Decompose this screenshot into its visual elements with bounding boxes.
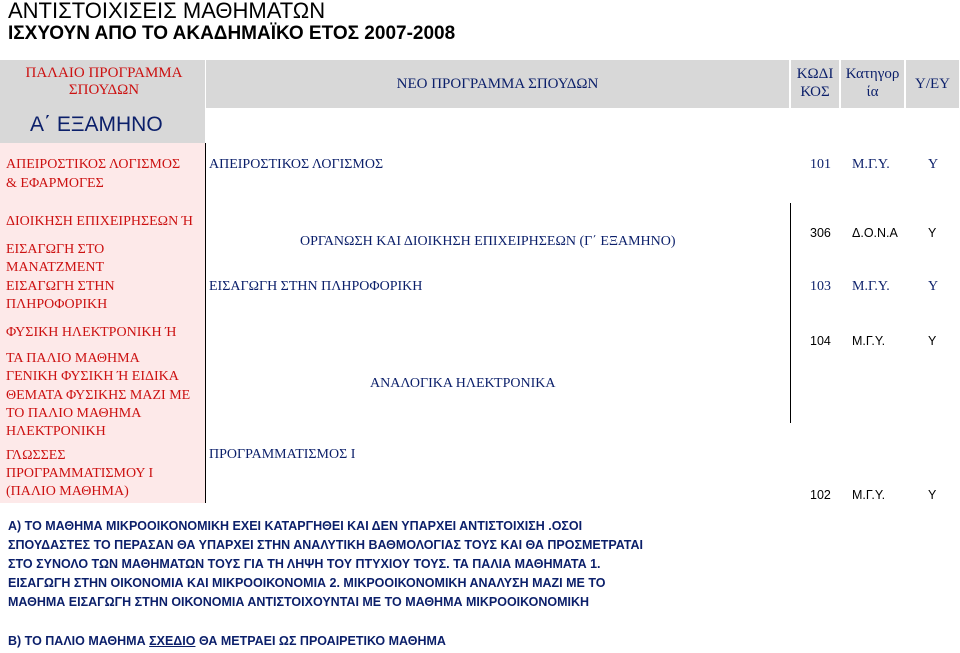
ye-label: Υ/ΕΥ [915,76,950,92]
course-ye: Υ [928,157,939,172]
code-label: ΚΩΔΙ [796,66,834,82]
old-course-line: ΜΑΝΑΤΖΜΕΝΤ [6,260,105,275]
note-a-line: ΜΑΘΗΜΑ ΕΙΣΑΓΩΓΗ ΣΤΗΝ ΟΙΚΟΝΟΜΙΑ ΑΝΤΙΣΤΟΙΧΟΥΝΤΑΙ ΜΕ ΤΟ ΜΑΘΗΜΑ ΜΙΚΡΟΟΙΚΟΝΟΜΙΚΗ [8,595,590,609]
old-course-line: ΓΕΝΙΚΗ ΦΥΣΙΚΗ Ή ΕΙΔΙΚΑ [6,369,179,384]
course-category: Μ.Γ.Υ. [852,488,886,502]
note-b-text: Β) ΤΟ ΠΑΛΙΟ ΜΑΘΗΜΑ [8,634,150,648]
course-ye: Υ [928,334,937,348]
old-course-line: ΘΕΜΑΤΑ ΦΥΣΙΚΗΣ ΜΑΖΙ ΜΕ [6,388,191,403]
new-course-name: ΕΙΣΑΓΩΓΗ ΣΤΗΝ ΠΛΗΡΟΦΟΡΙΚΗ [209,279,423,294]
old-course-line: ΤΟ ΠΑΛΙΟ ΜΑΘΗΜΑ [6,406,142,421]
course-code: 102 [810,488,831,502]
column-divider [790,203,791,423]
note-a-line: ΣΠΟΥΔΑΣΤΕΣ ΤΟ ΠΕΡΑΣΑΝ ΘΑ ΥΠΑΡΧΕΙ ΣΤΗΝ ΑΝΑΛΥΤΙΚΗ ΒΑΘΜΟΛΟΓΙΑΣ ΤΟΥΣ ΚΑΙ ΘΑ ΠΡΟΣΜΕΤΡΑΤΑΙ [8,538,643,552]
note-b-underlined: ΣΧΕΔΙΟ [149,634,196,648]
course-code: 101 [810,157,831,172]
old-program-label: ΣΠΟΥΔΩΝ [68,82,140,98]
course-code: 103 [810,279,831,294]
old-course-line: ΕΙΣΑΓΩΓΗ ΣΤΟ [6,242,105,257]
notes-section [8,517,958,612]
old-course-line: ΠΡΟΓΡΑΜΜΑΤΙΣΜΟΥ Ι [6,466,154,481]
course-ye: Υ [928,279,939,294]
new-course-name: ΑΠΕΙΡΟΣΤΙΚΟΣ ΛΟΓΙΣΜΟΣ [209,157,384,172]
page-title: ΑΝΤΙΣΤΟΙΧΙΣΕΙΣ ΜΑΘΗΜΑΤΩΝ [8,0,326,23]
old-course-line: & ΕΦΑΡΜΟΓΕΣ [6,176,104,191]
old-course-line: ΤΑ ΠΑΛΙΟ ΜΑΘΗΜΑ [6,351,140,366]
old-course-line: ΠΛΗΡΟΦΟΡΙΚΗ [6,297,108,312]
old-course-line: (ΠΑΛΙΟ ΜΑΘΗΜΑ) [6,484,129,499]
note-b-text: ΘΑ ΜΕΤΡΑΕΙ ΩΣ ΠΡΟΑΙΡΕΤΙΚΟ ΜΑΘΗΜΑ [195,634,446,648]
old-course-line: ΕΙΣΑΓΩΓΗ ΣΤΗΝ [6,279,115,294]
new-program-label: ΝΕΟ ΠΡΟΓΡΑΜΜΑ ΣΠΟΥΔΩΝ [396,76,599,92]
course-code: 104 [810,334,831,348]
course-category: Μ.Γ.Υ. [852,157,890,172]
old-course-line: ΦΥΣΙΚΗ ΗΛΕΚΤΡΟΝΙΚΗ Ή [6,325,177,340]
note-a-line: ΕΙΣΑΓΩΓΗ ΣΤΗΝ ΟΙΚΟΝΟΜΙΑ ΚΑΙ ΜΙΚΡΟΟΙΚΟΝΟΜΙΑ 2. ΜΙΚΡΟΟΙΚΟΝΟΜΙΚΗ ΑΝΑΛΥΣΗ ΜΑΖΙ ΜΕ ΤΟ [8,576,606,590]
new-course-name: ΑΝΑΛΟΓΙΚΑ ΗΛΕΚΤΡΟΝΙΚΑ [370,376,556,391]
course-category: Μ.Γ.Υ. [852,334,886,348]
old-course-line: ΑΠΕΙΡΟΣΤΙΚΟΣ ΛΟΓΙΣΜΟΣ [6,157,181,172]
semester-label: Α΄ ΕΞΑΜΗΝΟ [30,113,163,136]
course-ye: Υ [928,226,937,240]
old-course-line: ΗΛΕΚΤΡΟΝΙΚΗ [6,424,106,439]
course-ye: Υ [928,488,937,502]
page-subtitle: ΙΣΧΥΟΥΝ ΑΠΟ ΤΟ ΑΚΑΔΗΜΑΪΚΟ ΕΤΟΣ 2007-2008 [8,23,456,44]
course-category: Δ.Ο.Ν.Α [852,226,898,240]
old-course-line: ΓΛΩΣΣΕΣ [6,448,66,463]
old-program-label: ΠΑΛΑΙΟ ΠΡΟΓΡΑΜΜΑ [25,65,183,81]
code-label: ΚΟΣ [800,84,830,100]
row-band [205,143,960,203]
note-a-line: ΣΤΟ ΣΥΝΟΛΟ ΤΩΝ ΜΑΘΗΜΑΤΩΝ ΤΟΥΣ ΓΙΑ ΤΗ ΛΗΨΗ ΤΟΥ ΠΤΥΧΙΟΥ ΤΟΥΣ. ΤΑ ΠΑΛΙΑ ΜΑΘΗΜΑΤΑ 1. [8,557,601,571]
category-label: Κατηγορ [845,66,900,82]
category-label: ία [866,84,879,100]
course-code: 306 [810,226,831,240]
column-divider [205,143,206,503]
new-course-name: ΟΡΓΑΝΩΣΗ ΚΑΙ ΔΙΟΙΚΗΣΗ ΕΠΙΧΕΙΡΗΣΕΩΝ (Γ΄ ΕΞΑΜΗΝΟ) [300,234,676,249]
subtitle-clip [466,22,482,46]
new-course-name: ΠΡΟΓΡΑΜΜΑΤΙΣΜΟΣ Ι [209,447,356,462]
old-course-line: ΔΙΟΙΚΗΣΗ ΕΠΙΧΕΙΡΗΣΕΩΝ Ή [6,214,193,229]
note-a-line: Α) ΤΟ ΜΑΘΗΜΑ ΜΙΚΡΟΟΙΚΟΝΟΜΙΚΗ ΕΧΕΙ ΚΑΤΑΡΓΗΘΕΙ ΚΑΙ ΔΕΝ ΥΠΑΡΧΕΙ ΑΝΤΙΣΤΟΙΧΙΣΗ .ΟΣΟΙ [8,519,583,533]
note-b [8,634,446,648]
course-category: Μ.Γ.Υ. [852,279,890,294]
